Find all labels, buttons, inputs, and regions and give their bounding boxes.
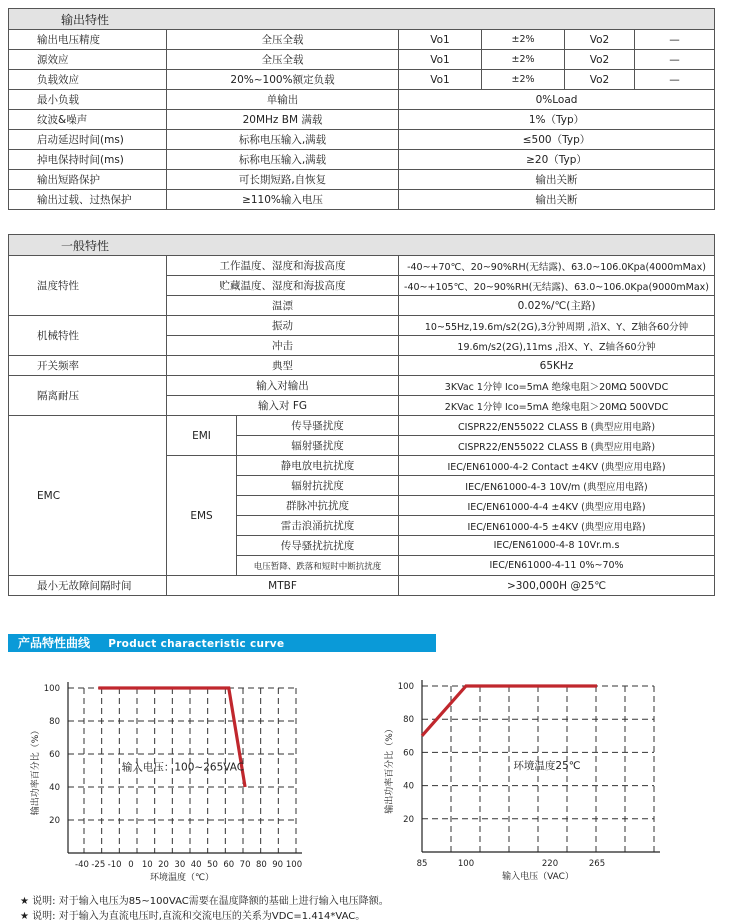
table-row: 温漂 0.02%/℃(主路) [9,296,715,316]
x-tick-label: 80 [255,860,267,870]
x-tick-label: 30 [174,860,186,870]
curve-section-banner [8,634,436,652]
table-row: 输出电压精度 全压全载 Vo1 ±2% Vo2 — [9,30,715,50]
x-tick-label: 100 [457,859,475,869]
x-tick-label: 0 [128,860,134,870]
x-tick-label: 85 [416,859,428,869]
table-row: 负载效应 20%~100%额定负载 Vo1 ±2% Vo2 — [9,70,715,90]
x-tick-label: 220 [541,859,559,869]
table-row: 温度特性 工作温度、湿度和海拔高度 -40~+70℃、20~90%RH(无结露)、63.0~106.0Kpa(4000mMax) [9,256,715,276]
note-2: ★ 说明: 对于输入为直流电压时,直流和交流电压的关系为VDC=1.414*VAC。 [20,911,366,922]
table-row: 机械特性 振动 10~55Hz,19.6m/s2(2G),3分钟周期 ,沿X、Y、Z轴各60分钟 [9,316,715,336]
table-row: 辐射骚扰度 CISPR22/EN55022 CLASS B (典型应用电路) [9,436,715,456]
table-row: 纹波&噪声 20MHz BM 满载 1%（Typ） [9,110,715,130]
table-row: 雷击浪涌抗扰度 IEC/EN61000-4-5 ±4KV (典型应用电路) [9,516,715,536]
x-tick-label: 100 [285,860,303,870]
x-tick-label: 60 [223,860,235,870]
chart-annotation: 环境温度25℃ [513,760,581,772]
y-axis-label: 输出功率百分比（%） [385,724,395,814]
x-tick-label: 70 [239,860,251,870]
table-row: EMC EMI 传导骚扰度 CISPR22/EN55022 CLASS B (典型应用电路) [9,416,715,436]
y-tick-label: 20 [403,814,414,825]
x-tick-label: 10 [141,860,153,870]
table-row: 传导骚扰抗扰度 IEC/EN61000-4-8 10Vr.m.s [9,536,715,556]
table-row: 开关频率 典型 65KHz [9,356,715,376]
table-row: 隔离耐压 输入对输出 3KVac 1分钟 Ico=5mA 绝缘电阻＞20MΩ 500VDC [9,376,715,396]
x-tick-label: -40 [75,860,89,870]
table-row: 输出过载、过热保护 ≥110%输入电压 输出关断 [9,190,715,210]
table-row: 冲击 19.6m/s2(2G),11ms ,沿X、Y、Z轴各60分钟 [9,336,715,356]
y-tick-label: 40 [49,783,60,793]
general-characteristics-table [8,234,715,596]
y-tick-label: 20 [49,816,60,826]
x-tick-label: 40 [190,860,202,870]
chart-annotation: 输入电压：100~265VAC [121,761,245,774]
section-title-output: 输出特性 [9,9,715,30]
banner-title-cn: 产品特性曲线 [18,636,91,650]
table-row: 辐射抗扰度 IEC/EN61000-4-3 10V/m (典型应用电路) [9,476,715,496]
y-tick-label: 40 [403,781,414,792]
y-tick-label: 100 [397,682,414,692]
y-tick-label: 60 [403,748,414,759]
voltage-derating-chart [375,660,705,890]
table-row: 电压暂降、跌落和短时中断抗扰度 IEC/EN61000-4-11 0%~70% [9,556,715,576]
x-tick-label: 20 [158,860,169,870]
y-tick-label: 100 [43,684,60,694]
x-tick-label: 50 [207,860,218,870]
x-tick-label: -10 [107,860,122,870]
table-row: 掉电保持时间(ms) 标称电压输入,满载 ≥20（Typ） [9,150,715,170]
banner-title-en: Product characteristic curve [108,638,285,650]
table-row: 贮藏温度、湿度和海拔高度 -40~+105℃、20~90%RH(无结露)、63.0~106.0Kpa(9000mMax) [9,276,715,296]
section-title-general: 一般特性 [9,235,715,256]
y-tick-label: 80 [49,717,60,727]
x-tick-label: -25 [91,860,106,870]
table-row: 最小负载 单输出 0%Load [9,90,715,110]
table-row: 启动延迟时间(ms) 标称电压输入,满载 ≤500（Typ） [9,130,715,150]
x-tick-label: 265 [588,859,606,869]
output-characteristics-table [8,8,715,210]
table-row: 最小无故障间隔时间 MTBF >300,000H @25℃ [9,576,715,596]
table-row: 群脉冲抗扰度 IEC/EN61000-4-4 ±4KV (典型应用电路) [9,496,715,516]
table-row: 输入对 FG 2KVac 1分钟 Ico=5mA 绝缘电阻＞20MΩ 500VDC [9,396,715,416]
x-tick-label: 90 [272,860,284,870]
y-axis-label: 输出功率百分比（%） [31,725,41,816]
table-row: EMS 静电放电抗扰度 IEC/EN61000-4-2 Contact ±4KV (典型应用电路) [9,456,715,476]
x-axis-label: 环境温度（℃） [149,873,215,883]
note-1: ★ 说明: 对于输入电压为85~100VAC需要在温度降额的基础上进行输入电压降额。 [20,896,389,907]
y-tick-label: 60 [49,750,60,760]
table-row: 源效应 全压全载 Vo1 ±2% Vo2 — [9,50,715,70]
y-tick-label: 80 [403,715,414,726]
x-axis-label: 输入电压（VAC） [502,872,574,882]
table-row: 输出短路保护 可长期短路,自恢复 输出关断 [9,170,715,190]
temperature-derating-chart [0,660,360,890]
